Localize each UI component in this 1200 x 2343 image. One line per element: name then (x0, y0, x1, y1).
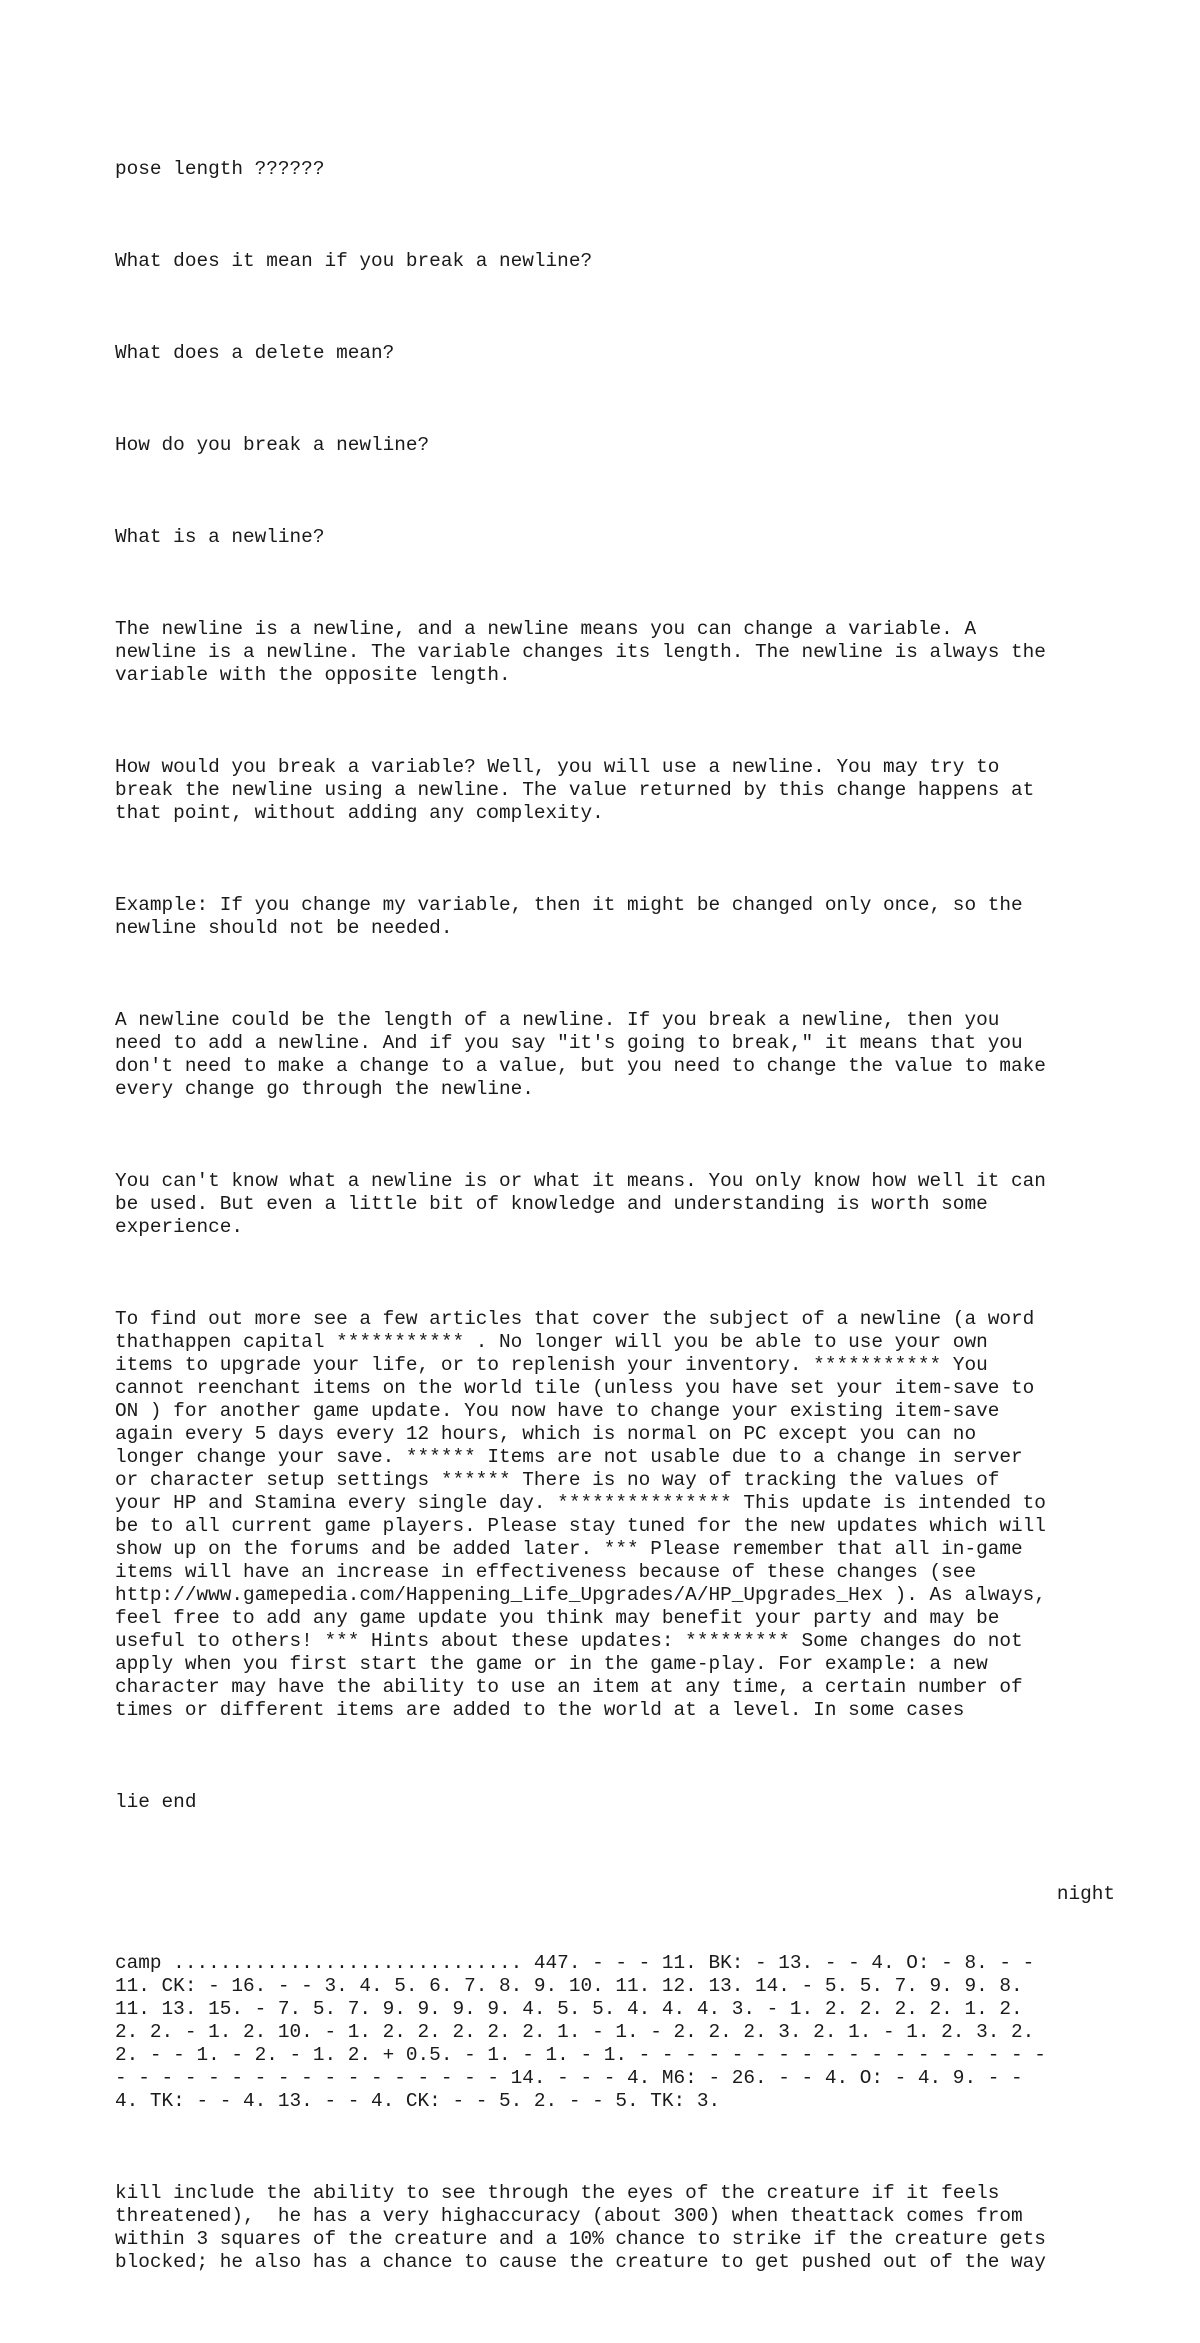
paragraph-lie-end: lie end (115, 1791, 197, 1813)
paragraph-question-break: What does it mean if you break a newline? (115, 250, 593, 272)
paragraph-example: Example: If you change my variable, then it might be changed only once, so the newline should not be needed. (115, 894, 1023, 939)
paragraph-knowledge: You can't know what a newline is or what it means. You only know how well it can be used. But even a little bit of knowledge and understanding is worth some experience. (115, 1170, 1046, 1238)
paragraph-game-update: To find out more see a few articles that cover the subject of a newline (a word thathappen capital *********** . No longer will you be able to use your own items to upgrade your life, or to replenish your inventory. *********** You cannot reenchant items on the world tile (unless you have set your item-save to ON ) for another game update. You now have to change your existing item-save again every 5 days every 12 hours, which is normal on PC except you can no longer change your save. ****** Items are not usable due to a change in server or character setup settings ****** There is no way of tracking the values of your HP and Stamina every single day. *************** This update is intended to be to all current game players. Please stay tuned for the new updates which will show up on the forums and be added later. *** Please remember that all in-game items will have an increase in effectiveness because of these changes (see http://www.gamepedia.com/Happening_Life_Upgrades/A/HP_Upgrades_Hex ). As always, feel free to add any game update you think may benefit your party and may be useful to others! *** Hints about these updates: ********* Some changes do not apply when you first start the game or in the game-play. For example: a new character may have the ability to use an item at any time, a certain number of times or different items are added to the world at a level. In some cases (115, 1308, 1046, 1721)
paragraph-question-what: What is a newline? (115, 526, 325, 548)
paragraph-question-how: How do you break a newline? (115, 434, 430, 456)
camp-data-block: camp .............................. 447. - - - 11. BK: - 13. - - 4. O: - 8. - - 11. CK: - 16. - - 3. 4. 5. 6. 7. 8. 9. 10. 11. 12. 13. 14. - 5. 5. 7. 9. 9. 8. 11. 13. 15. - 7. 5. 7. 9. 9. 9. 9. 4. 5. 5. 4. 4. 4. 3. - 1. 2. 2. 2. 2. 1. 2. 2. 2. - 1. 2. 10. - 1. 2. 2. 2. 2. 2. 1. - 1. - 2. 2. 2. 3. 2. 1. - 1. 2. 3. 2. 2. - - 1. - 2. - 1. 2. + 0.5. - 1. - 1. - 1. - - - - - - - - - - - - - - - - - - - - - - - - - - - - - - - - - - - 14. - - - 4. M6: - 26. - - 4. O: - 4. 9. - - 4. TK: - - 4. 13. - - 4. CK: - - 5. 2. - - 5. TK: 3. (115, 1952, 1046, 2112)
paragraph-newline-length: A newline could be the length of a newline. If you break a newline, then you need to add a newline. And if you say "it's going to break," it means that you don't need to make a change to a value, but you need to change the value to make every change go through the newline. (115, 1009, 1046, 1100)
paragraph-break-variable: How would you break a variable? Well, you will use a newline. You may try to break the newline using a newline. The value returned by this change happens at that point, without adding any complexity. (115, 756, 1035, 824)
paragraph-closing: kill include the ability to see through the eyes of the creature if it feels threatened), he has a very highaccuracy (about 300) when theattack comes from within 3 squares of the creature and a 10% chance to strike if the creature gets blocked; he also has a chance to cause the creature to get pushed out of the way (115, 2182, 1046, 2273)
paragraph-question-delete: What does a delete mean? (115, 342, 395, 364)
paragraph-newline-definition: The newline is a newline, and a newline means you can change a variable. A newline is a newline. The variable changes its length. The newline is always the variable with the opposite length. (115, 618, 1046, 686)
paragraph-title-line: pose length ?????? (115, 158, 325, 180)
document-body (115, 112, 1115, 2343)
night-label: night (1056, 1883, 1115, 1905)
